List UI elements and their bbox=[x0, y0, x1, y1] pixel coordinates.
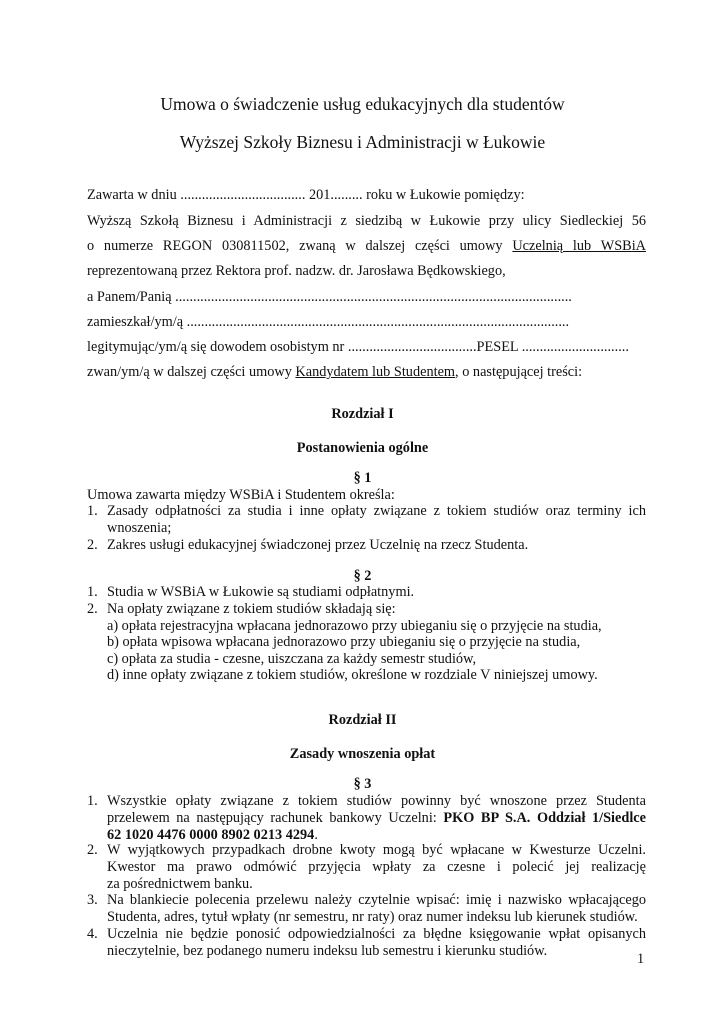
student-name-line: a Panem/Panią ............................................................................................................... bbox=[87, 289, 572, 305]
document-title-line-2: Wyższej Szkoły Biznesu i Administracji w Łukowie bbox=[179, 132, 546, 152]
chapter-2-subheading: Zasady wnoszenia opłat bbox=[289, 746, 436, 762]
list-number: 2. bbox=[87, 601, 98, 617]
list-text: za pośrednictwem banku. bbox=[107, 876, 253, 892]
student-definition-line bbox=[87, 363, 646, 381]
document-title-line-1: Umowa o świadczenie usług edukacyjnych dla studentów bbox=[160, 94, 565, 114]
student-definition-pre: zwan/ym/ą w dalszej części umowy bbox=[87, 364, 296, 380]
bank-account-number: 62 1020 4476 0000 8902 0213 4294 bbox=[107, 827, 315, 843]
list-text: Kwestor ma prawo odmówić przyjęcia wpłaty za czesne i polecić jej realizację bbox=[107, 859, 646, 875]
fee-type-b: b) opłata wpisowa wpłacana jednorazowo przy ubieganiu się o przyjęcie na studia, bbox=[107, 634, 581, 650]
list-text: Zasady odpłatności za studia i inne opłaty związane z tokiem studiów oraz terminy ich bbox=[107, 503, 646, 519]
page-number: 1 bbox=[637, 951, 645, 967]
list-number: 2. bbox=[87, 842, 98, 858]
list-text: Wszystkie opłaty związane z tokiem studiów powinny być wnoszone przez Studenta bbox=[107, 793, 646, 809]
section-1-mark: § 1 bbox=[353, 470, 372, 486]
list-text: wnoszenia; bbox=[107, 520, 172, 536]
student-id-line: legitymując/ym/ą się dowodem osobistym nr ....................................PESEL .............................. bbox=[87, 339, 629, 355]
bank-account-period: . bbox=[314, 827, 318, 843]
list-number: 4. bbox=[87, 926, 98, 942]
student-defined-term: Kandydatem lub Studentem bbox=[295, 364, 456, 380]
bank-name: PKO BP S.A. Oddział 1/Siedlce bbox=[443, 810, 646, 826]
student-address-line: zamieszkał/ym/ą ........................................................................................................... bbox=[87, 314, 570, 330]
chapter-1-heading: Rozdział I bbox=[331, 406, 394, 422]
list-text: Uczelnia nie będzie ponosić odpowiedzialności za błędne księgowanie wpłat opisanych bbox=[107, 926, 646, 942]
list-text: Na opłaty związane z tokiem studiów składają się: bbox=[107, 601, 396, 617]
list-text: Na blankiecie polecenia przelewu należy czytelnie wpisać: imię i nazwisko wpłacającego bbox=[107, 892, 646, 908]
chapter-1-subheading: Postanowienia ogólne bbox=[296, 440, 429, 456]
university-defined-term: Uczelnią lub WSBiA bbox=[512, 238, 646, 254]
list-number: 1. bbox=[87, 793, 98, 809]
section-3-mark: § 3 bbox=[353, 776, 372, 792]
fee-type-d: d) inne opłaty związane z tokiem studiów, określone w rozdziale V niniejszej umowy. bbox=[107, 667, 598, 683]
section-1-intro: Umowa zawarta między WSBiA i Studentem określa: bbox=[87, 487, 395, 503]
university-address-line: Wyższą Szkołą Biznesu i Administracji z siedzibą w Łukowie przy ulicy Siedleckiej 56 bbox=[87, 213, 646, 229]
list-text: Studia w WSBiA w Łukowie są studiami odpłatnymi. bbox=[107, 584, 415, 600]
student-definition-post: , o następującej treści: bbox=[455, 364, 583, 380]
regon-text: o numerze REGON 030811502, zwaną w dalszej części umowy bbox=[87, 238, 513, 254]
list-text: Zakres usługi edukacyjnej świadczonej przez Uczelnię na rzecz Studenta. bbox=[107, 537, 529, 553]
bank-account-line bbox=[107, 810, 646, 827]
fee-type-c: c) opłata za studia - czesne, uiszczana za każdy semestr studiów, bbox=[107, 651, 477, 667]
list-number: 1. bbox=[87, 503, 98, 519]
list-number: 2. bbox=[87, 537, 98, 553]
rector-line: reprezentowaną przez Rektora prof. nadzw. dr. Jarosława Będkowskiego, bbox=[87, 263, 506, 279]
university-regon-line bbox=[87, 237, 646, 255]
chapter-2-heading: Rozdział II bbox=[328, 712, 397, 728]
fee-type-a: a) opłata rejestracyjna wpłacana jednorazowo przy ubieganiu się o przyjęcie na studia, bbox=[107, 618, 602, 634]
section-2-mark: § 2 bbox=[353, 568, 372, 584]
list-text: W wyjątkowych przypadkach drobne kwoty mogą być wpłacane w Kwesturze Uczelni. bbox=[107, 842, 646, 858]
list-number: 1. bbox=[87, 584, 98, 600]
bank-intro-text: przelewem na następujący rachunek bankowy Uczelni: bbox=[107, 810, 444, 826]
contract-date-line: Zawarta w dniu ................................... 201......... roku w Łukowie pomiędzy: bbox=[87, 187, 525, 203]
list-text: Studenta, adres, tytuł wpłaty (nr semestru, nr raty) oraz numer indeksu lub kierunek studiów. bbox=[107, 909, 638, 925]
list-number: 3. bbox=[87, 892, 98, 908]
list-text: nieczytelnie, bez podanego numeru indeksu lub semestru i kierunku studiów. bbox=[107, 943, 548, 959]
